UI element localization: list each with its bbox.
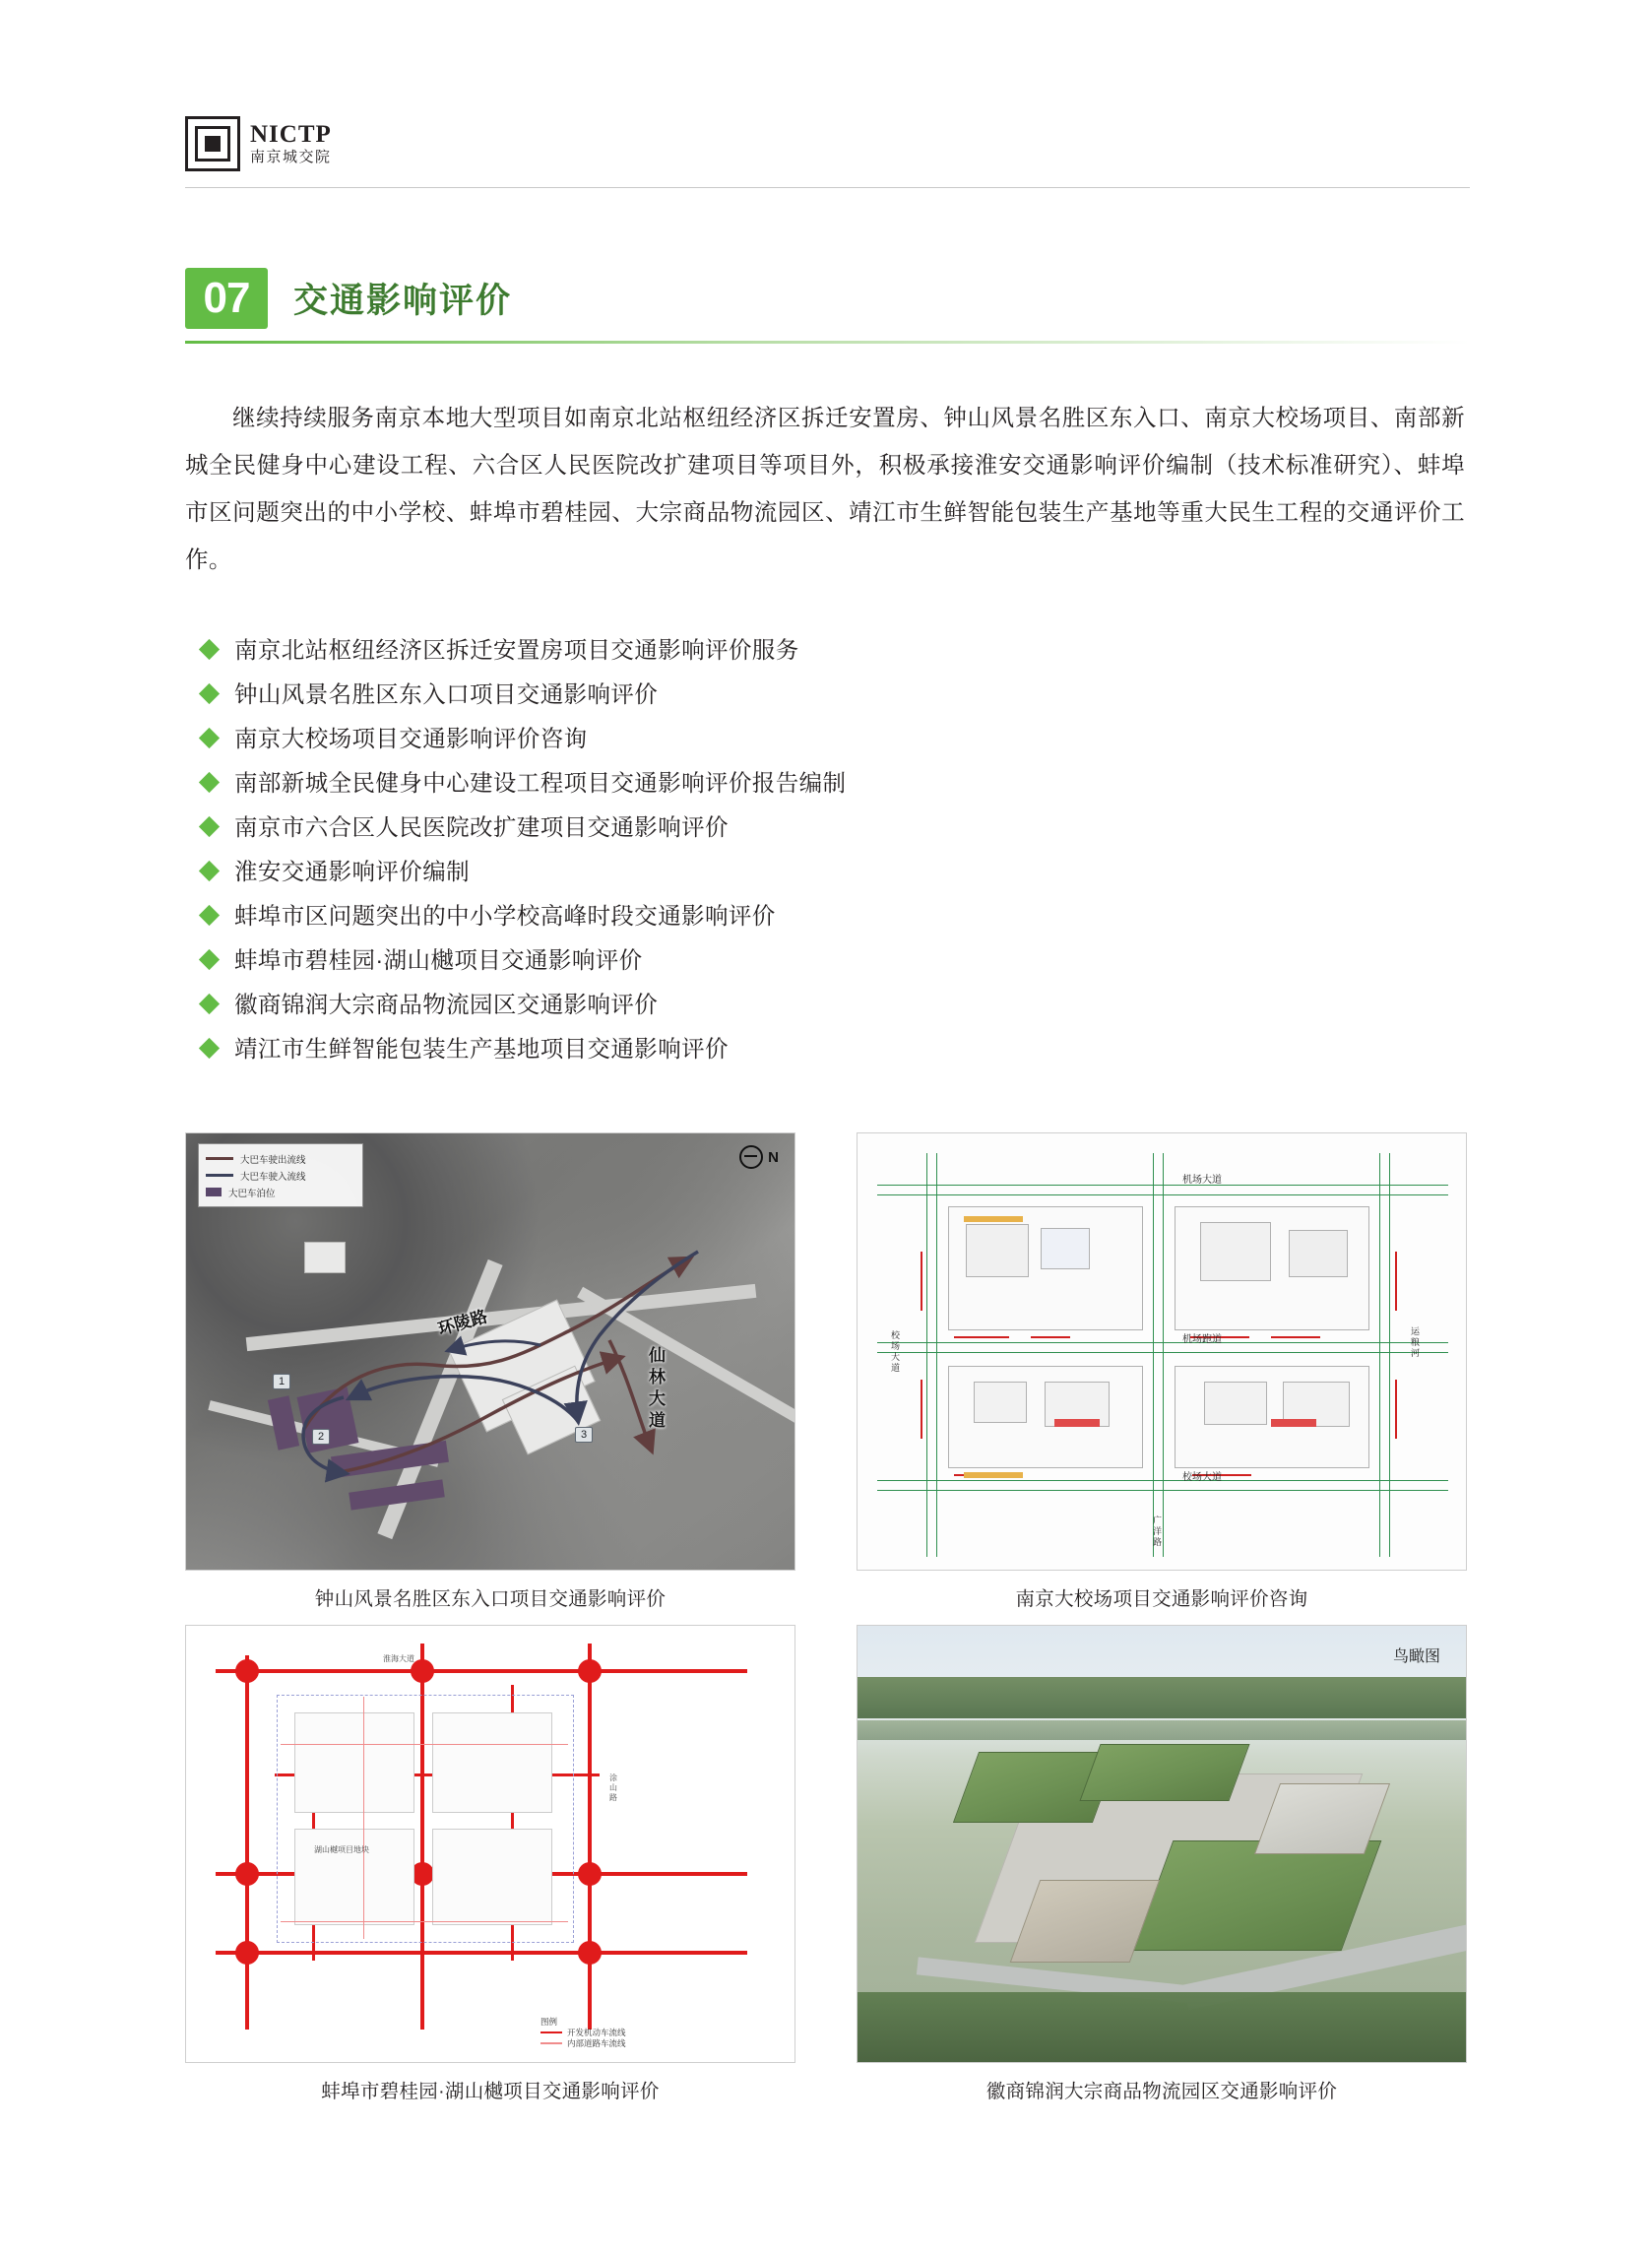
list-item-label: 靖江市生鲜智能包装生产基地项目交通影响评价 <box>234 1036 729 1062</box>
list-item <box>202 852 1432 896</box>
legend-label: 开发机动车流线 <box>567 2027 626 2037</box>
list-item <box>202 719 1432 763</box>
plan-label-road-east: 涂山路 <box>609 1773 617 1802</box>
list-item <box>202 763 1432 807</box>
cad-corridor-plan <box>858 1133 1466 1570</box>
diamond-bullet-icon <box>199 861 220 881</box>
figure-caption: 徽商锦润大宗商品物流园区交通影响评价 <box>985 2081 1338 2102</box>
list-item <box>202 807 1432 852</box>
list-item <box>202 985 1432 1029</box>
list-item <box>202 940 1432 985</box>
compass-label: N <box>768 1148 779 1166</box>
rendering-label: 鸟瞰图 <box>1392 1648 1440 1665</box>
legend-label: 大巴车驶入流线 <box>240 1171 306 1183</box>
compass-ring-icon <box>739 1145 763 1169</box>
figure-image <box>857 1132 1467 1571</box>
legend-item <box>540 2037 626 2048</box>
plan-label-road-north: 淮海大道 <box>383 1654 414 1663</box>
list-item-label: 南京大校场项目交通影响评价咨询 <box>234 726 588 751</box>
cad-label-airport-avenue: 机场大道 <box>1182 1175 1222 1186</box>
project-list <box>202 630 1432 1073</box>
diamond-bullet-icon <box>199 1038 220 1059</box>
list-item-label: 南京北站枢纽经济区拆迁安置房项目交通影响评价服务 <box>234 637 799 663</box>
diamond-bullet-icon <box>199 639 220 660</box>
list-item-label: 南部新城全民健身中心建设工程项目交通影响评价报告编制 <box>234 770 847 796</box>
list-item-label: 徽商锦润大宗商品物流园区交通影响评价 <box>234 992 659 1017</box>
figure-caption: 蚌埠市碧桂园·湖山樾项目交通影响评价 <box>321 2081 660 2102</box>
diamond-bullet-icon <box>199 772 220 793</box>
figure-daxiaochang-plan <box>857 1132 1467 1611</box>
legend-item <box>540 2027 626 2037</box>
plan-label-parcel: 湖山樾项目地块 <box>314 1845 369 1854</box>
brand-logo <box>185 116 332 171</box>
road-network-plan <box>186 1626 794 2062</box>
nictp-logo-icon <box>185 116 240 171</box>
list-item <box>202 675 1432 719</box>
list-item <box>202 630 1432 675</box>
legend-color-in-icon <box>206 1174 233 1177</box>
figure-image <box>185 1132 795 1571</box>
diamond-bullet-icon <box>199 683 220 704</box>
section-header <box>185 268 512 329</box>
road-label-huanling: 环陵路 <box>435 1307 490 1339</box>
diamond-bullet-icon <box>199 816 220 837</box>
legend-item <box>206 1150 355 1167</box>
list-item-label: 蚌埠市碧桂园·湖山樾项目交通影响评价 <box>234 947 643 973</box>
cad-label-runway: 机场跑道 <box>1182 1334 1222 1345</box>
aerial-photo <box>186 1133 794 1570</box>
figure-logistics-rendering <box>857 1625 1467 2103</box>
map-legend <box>540 2016 626 2048</box>
cad-label-guangyang-road: 广洋路 <box>1153 1515 1163 1547</box>
legend-color-dev-icon <box>540 2031 562 2033</box>
cad-label-airport-road: 校场大道 <box>891 1330 901 1373</box>
legend-label: 大巴车驶出流线 <box>240 1154 306 1166</box>
figure-bengbu-plan <box>185 1625 795 2103</box>
road-label-xianlin: 仙林大道 <box>649 1346 666 1430</box>
section-underline <box>185 341 1470 344</box>
diamond-bullet-icon <box>199 905 220 926</box>
list-item <box>202 1029 1432 1073</box>
node-tag-1: 1 <box>273 1374 290 1389</box>
figure-image <box>185 1625 795 2063</box>
legend-item <box>206 1184 355 1200</box>
compass-icon <box>739 1145 779 1169</box>
diamond-bullet-icon <box>199 994 220 1014</box>
list-item-label: 蚌埠市区问题突出的中小学校高峰时段交通影响评价 <box>234 903 776 929</box>
legend-title: 图例 <box>540 2016 558 2027</box>
brand-name-en: NICTP <box>250 121 332 148</box>
legend-title-row <box>540 2016 626 2027</box>
body-paragraph: 继续持续服务南京本地大型项目如南京北站枢纽经济区拆迁安置房、钟山风景名胜区东入口、南京大校场项目、南部新城全民健身中心建设工程、六合区人民医院改扩建项目等项目外，积极承接淮安交通影响评价编制（技术标准研究）、蚌埠市区问题突出的中小学校、蚌埠市碧桂园、大宗商品物流园区、靖江市生鲜智能包装生产基地等重大民生工程的交通评价工作。 <box>185 405 1465 572</box>
node-tag-3: 3 <box>575 1427 593 1443</box>
list-item <box>202 896 1432 940</box>
legend-color-internal-icon <box>540 2042 562 2044</box>
legend-label: 大巴车泊位 <box>228 1188 276 1199</box>
figure-caption: 南京大校场项目交通影响评价咨询 <box>1015 1588 1308 1610</box>
list-item-label: 钟山风景名胜区东入口项目交通影响评价 <box>234 681 659 707</box>
diamond-bullet-icon <box>199 728 220 748</box>
legend-label: 内部道路车流线 <box>567 2037 626 2048</box>
figure-image <box>857 1625 1467 2063</box>
diamond-bullet-icon <box>199 949 220 970</box>
brand-name-cn: 南京城交院 <box>250 149 332 166</box>
legend-color-lot-icon <box>206 1188 222 1196</box>
aerial-rendering <box>858 1626 1466 2062</box>
cad-label-other-road: 运粮河 <box>1411 1326 1421 1358</box>
map-legend <box>198 1143 363 1207</box>
page-title: 交通影响评价 <box>293 282 513 320</box>
figure-caption: 钟山风景名胜区东入口项目交通影响评价 <box>314 1588 667 1610</box>
section-number: 07 <box>185 268 268 329</box>
legend-item <box>206 1167 355 1184</box>
list-item-label: 南京市六合区人民医院改扩建项目交通影响评价 <box>234 814 729 840</box>
list-item-label: 淮安交通影响评价编制 <box>234 859 470 884</box>
header-divider <box>185 187 1470 188</box>
node-tag-2: 2 <box>312 1429 330 1445</box>
cad-label-xiaochang-avenue: 校场大道 <box>1182 1472 1222 1483</box>
legend-color-out-icon <box>206 1157 233 1160</box>
brand-logo-text <box>250 122 332 165</box>
figure-zhongshan-aerial <box>185 1132 795 1611</box>
